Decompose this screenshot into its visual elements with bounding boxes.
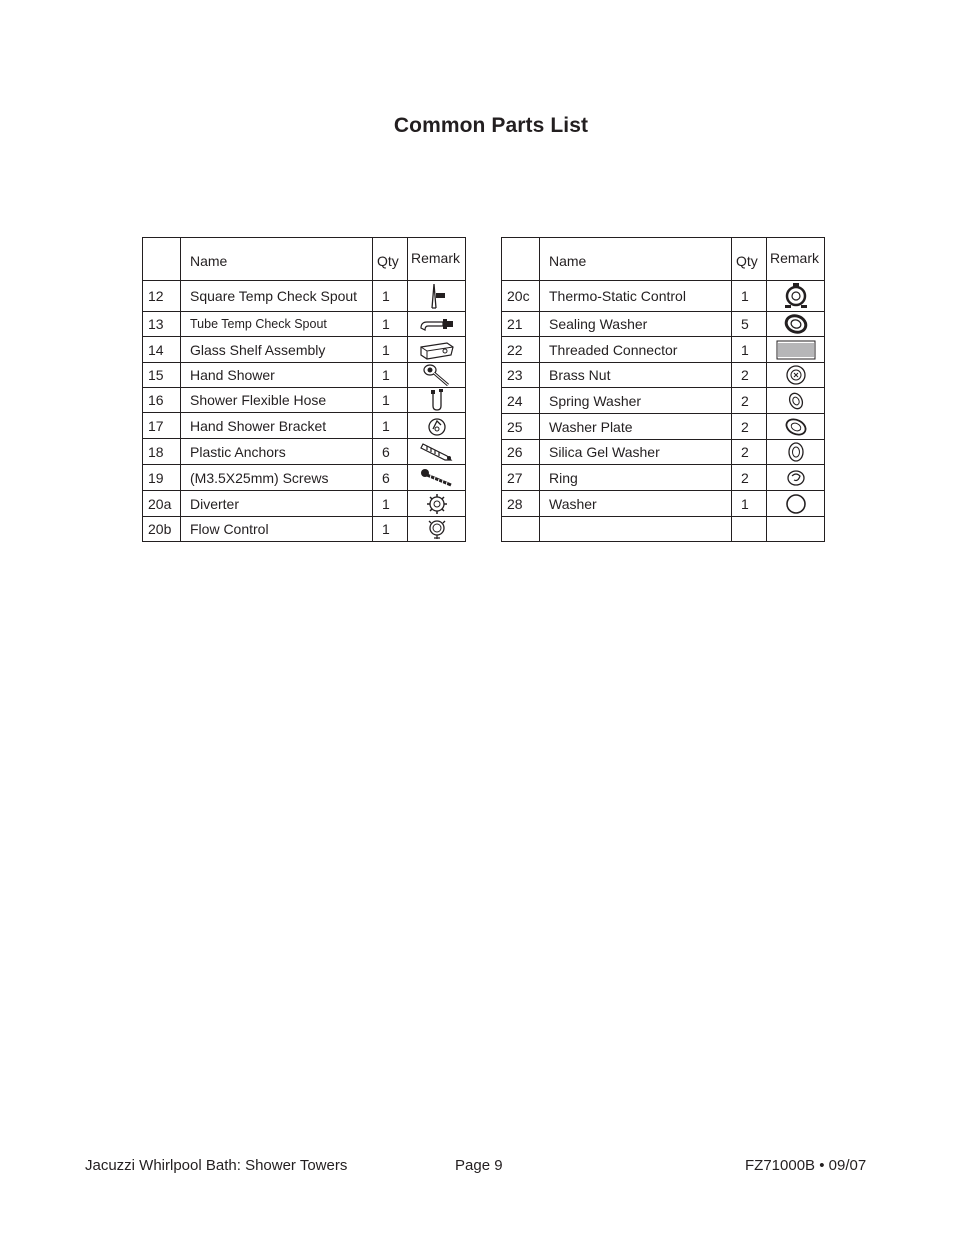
part-qty: 2 <box>732 465 767 491</box>
table-row <box>502 312 825 337</box>
header-num-cell <box>502 238 540 281</box>
part-qty: 1 <box>373 312 408 337</box>
table-row <box>502 388 825 414</box>
part-name: Hand Shower <box>181 363 373 388</box>
header-remark: Remark <box>408 238 466 281</box>
footer-document-title: Jacuzzi Whirlpool Bath: Shower Towers <box>85 1157 348 1174</box>
table-header-row <box>143 238 466 281</box>
diverter-icon <box>426 493 448 515</box>
glass-shelf-icon <box>417 339 457 361</box>
table-row <box>502 440 825 465</box>
part-qty: 1 <box>373 413 408 439</box>
part-name: Spring Washer <box>540 388 732 414</box>
footer-document-code: FZ71000B • 09/07 <box>745 1157 867 1174</box>
part-number: 17 <box>143 413 181 439</box>
part-qty: 1 <box>373 363 408 388</box>
footer-page-number: Page 9 <box>455 1157 503 1174</box>
table-row <box>502 363 825 388</box>
table-row <box>143 363 466 388</box>
square-spout-icon <box>426 282 448 310</box>
flexible-hose-icon <box>427 388 447 412</box>
part-name: Washer Plate <box>540 414 732 440</box>
part-number: 15 <box>143 363 181 388</box>
part-number: 13 <box>143 312 181 337</box>
threaded-connector-icon <box>776 339 816 361</box>
part-qty: 1 <box>732 491 767 517</box>
part-name: Threaded Connector <box>540 337 732 363</box>
part-qty: 1 <box>373 281 408 312</box>
table-row <box>143 439 466 465</box>
parts-table-right <box>501 237 825 542</box>
part-name: Hand Shower Bracket <box>181 413 373 439</box>
part-qty: 2 <box>732 414 767 440</box>
part-qty: 1 <box>373 491 408 517</box>
part-number: 16 <box>143 388 181 413</box>
part-number: 22 <box>502 337 540 363</box>
hand-shower-icon <box>422 363 452 387</box>
part-name: Sealing Washer <box>540 312 732 337</box>
table-row <box>143 337 466 363</box>
header-qty: Qty <box>732 238 767 281</box>
part-number: 18 <box>143 439 181 465</box>
flow-control-icon <box>426 518 448 540</box>
part-qty: 2 <box>732 388 767 414</box>
silica-gel-washer-icon <box>786 441 806 463</box>
part-number: 20c <box>502 281 540 312</box>
part-name: Washer <box>540 491 732 517</box>
part-number <box>502 517 540 542</box>
header-name: Name <box>181 238 373 281</box>
part-qty: 1 <box>373 517 408 542</box>
thermostatic-control-icon <box>783 282 809 310</box>
part-name: (M3.5X25mm) Screws <box>181 465 373 491</box>
table-header-row <box>502 238 825 281</box>
washer-icon <box>785 493 807 515</box>
table-row <box>502 337 825 363</box>
washer-plate-icon <box>783 416 809 438</box>
table-row <box>143 281 466 312</box>
table-row <box>143 517 466 542</box>
part-qty <box>732 517 767 542</box>
part-name: Square Temp Check Spout <box>181 281 373 312</box>
part-name: Silica Gel Washer <box>540 440 732 465</box>
table-row <box>143 465 466 491</box>
header-name: Name <box>540 238 732 281</box>
part-name: Brass Nut <box>540 363 732 388</box>
header-qty: Qty <box>373 238 408 281</box>
part-number: 14 <box>143 337 181 363</box>
part-name: Shower Flexible Hose <box>181 388 373 413</box>
part-number: 12 <box>143 281 181 312</box>
table-row <box>143 388 466 413</box>
plastic-anchor-icon <box>419 440 455 464</box>
page-title: Common Parts List <box>393 114 589 137</box>
part-name: Flow Control <box>181 517 373 542</box>
part-name: Thermo-Static Control <box>540 281 732 312</box>
part-name: Tube Temp Check Spout <box>181 312 373 337</box>
tube-spout-icon <box>419 314 455 334</box>
part-number: 20b <box>143 517 181 542</box>
header-remark: Remark <box>767 238 825 281</box>
part-name: Diverter <box>181 491 373 517</box>
part-number: 24 <box>502 388 540 414</box>
table-row <box>502 414 825 440</box>
part-qty: 6 <box>373 439 408 465</box>
sealing-washer-icon <box>783 313 809 335</box>
part-number: 27 <box>502 465 540 491</box>
screw-icon <box>419 467 455 489</box>
brass-nut-icon <box>785 364 807 386</box>
ring-icon <box>785 468 807 488</box>
part-qty: 1 <box>373 337 408 363</box>
header-num-cell <box>143 238 181 281</box>
parts-table-left <box>142 237 466 542</box>
part-qty: 5 <box>732 312 767 337</box>
part-qty: 1 <box>732 281 767 312</box>
part-qty: 2 <box>732 440 767 465</box>
table-row <box>502 465 825 491</box>
part-name: Ring <box>540 465 732 491</box>
table-row <box>143 491 466 517</box>
part-number: 26 <box>502 440 540 465</box>
part-number: 28 <box>502 491 540 517</box>
part-number: 21 <box>502 312 540 337</box>
part-qty: 1 <box>373 388 408 413</box>
table-row <box>502 517 825 542</box>
part-name: Plastic Anchors <box>181 439 373 465</box>
shower-bracket-icon <box>426 415 448 437</box>
part-qty: 6 <box>373 465 408 491</box>
table-row <box>143 413 466 439</box>
part-number: 19 <box>143 465 181 491</box>
part-number: 23 <box>502 363 540 388</box>
table-row <box>502 281 825 312</box>
part-qty: 2 <box>732 363 767 388</box>
table-row <box>502 491 825 517</box>
empty-remark-cell <box>767 517 825 542</box>
part-qty: 1 <box>732 337 767 363</box>
part-number: 20a <box>143 491 181 517</box>
part-name: Glass Shelf Assembly <box>181 337 373 363</box>
spring-washer-icon <box>785 390 807 412</box>
part-number: 25 <box>502 414 540 440</box>
table-row <box>143 312 466 337</box>
part-name <box>540 517 732 542</box>
